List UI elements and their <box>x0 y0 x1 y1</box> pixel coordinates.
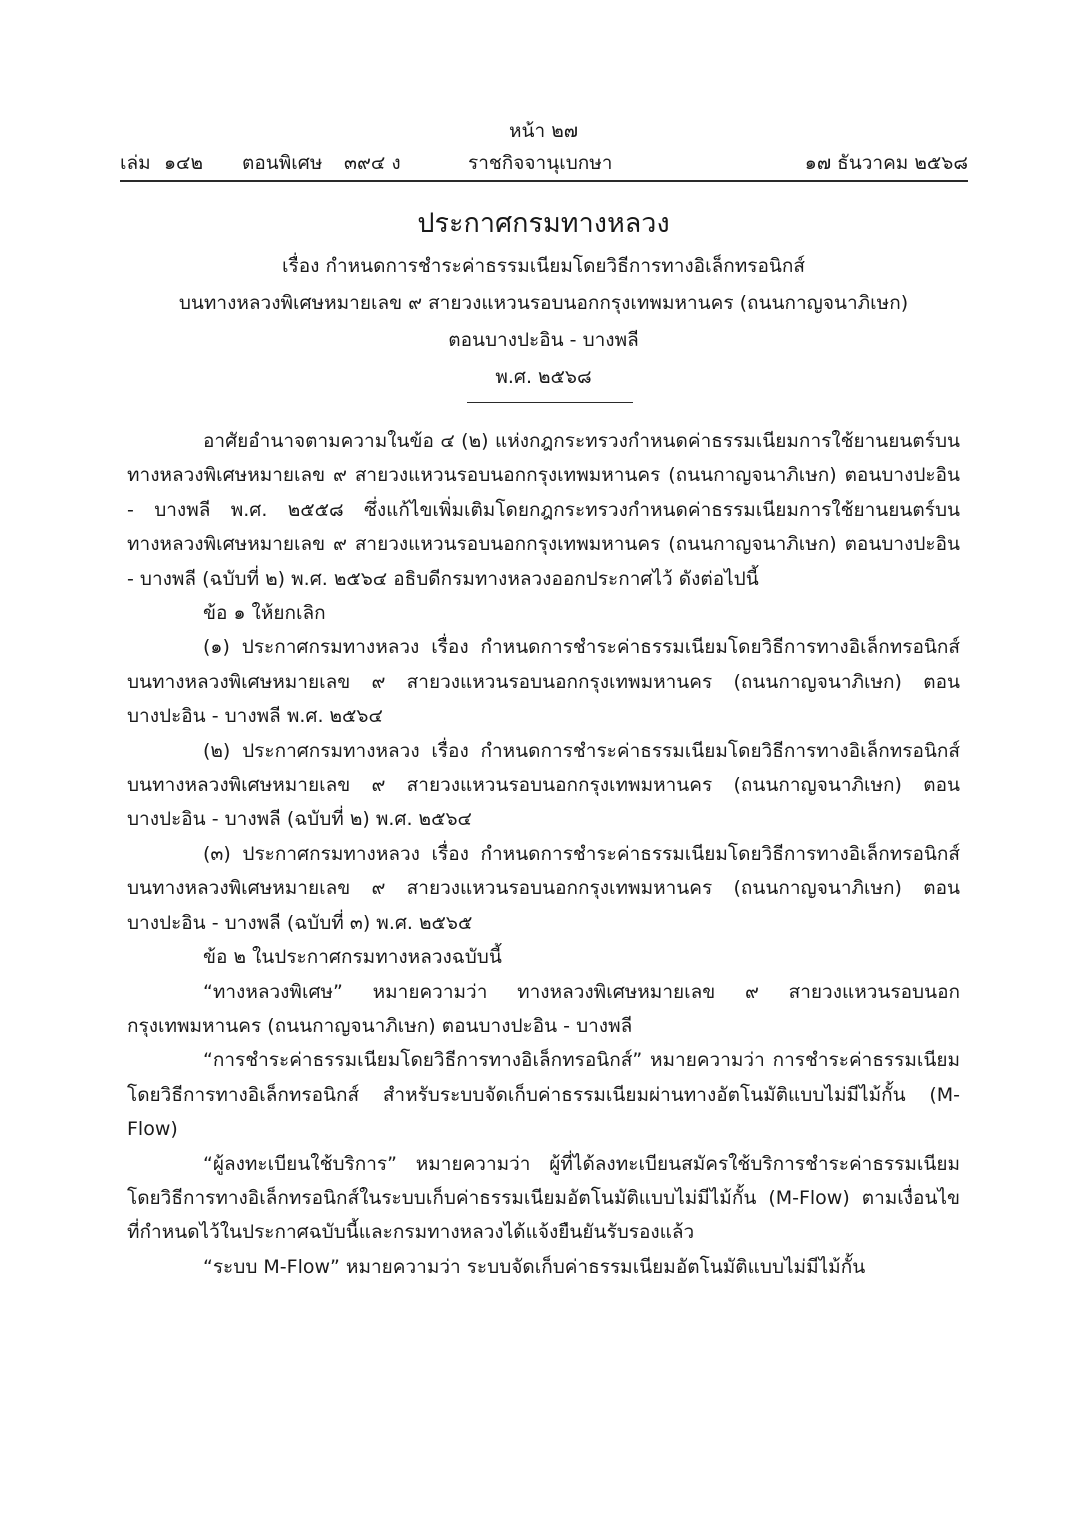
clause-1-heading: ข้อ ๑ ให้ยกเลิก <box>203 602 326 625</box>
definition-paragraph: “ระบบ M-Flow” หมายความว่า ระบบจัดเก็บค่าธรรมเนียมอัตโนมัติแบบไม่มีไม้กั้น <box>203 1255 866 1278</box>
subject-line: ตอนบางปะอิน - บางพลี <box>448 329 639 351</box>
clause-1-item: (๑) ประกาศกรมทางหลวง เรื่อง กำหนดการชำระค่าธรรมเนียมโดยวิธีการทางอิเล็กทรอนิกส์บนทางหลวงพิเศษหมายเลข ๙ สายวงแหวนรอบนอกกรุงเทพมหานคร (ถนนกาญจนาภิเษก) ตอนบางปะอิน - บางพลี พ.ศ. ๒๕๖๔ <box>127 636 960 728</box>
definition-paragraph: “การชำระค่าธรรมเนียมโดยวิธีการทางอิเล็กทรอนิกส์” หมายความว่า การชำระค่าธรรมเนียมโดยวิธีการทางอิเล็กทรอนิกส์ สำหรับระบบจัดเก็บค่าธรรมเนียมผ่านทางอัตโนมัติแบบไม่มีไม้กั้น (M-Flow) <box>127 1049 960 1141</box>
volume-label: เล่ม <box>120 152 151 174</box>
page-number: หน้า ๒๗ <box>508 120 579 142</box>
clause-1-item: (๓) ประกาศกรมทางหลวง เรื่อง กำหนดการชำระค่าธรรมเนียมโดยวิธีการทางอิเล็กทรอนิกส์บนทางหลวงพิเศษหมายเลข ๙ สายวงแหวนรอบนอกกรุงเทพมหานคร (ถนนกาญจนาภิเษก) ตอนบางปะอิน - บางพลี (ฉบับที่ ๓) พ.ศ. ๒๕๖๕ <box>127 842 960 934</box>
publication-date: ๑๗ ธันวาคม ๒๕๖๘ <box>804 152 968 174</box>
preamble-paragraph: อาศัยอำนาจตามความในข้อ ๔ (๒) แห่งกฎกระทรวงกำหนดค่าธรรมเนียมการใช้ยานยนตร์บนทางหลวงพิเศษหมายเลข ๙ สายวงแหวนรอบนอกกรุงเทพมหานคร (ถนนกาญจนาภิเษก) ตอนบางปะอิน - บางพลี พ.ศ. ๒๕๕๘ ซึ่งแก้ไขเพิ่มเติมโดยกฎกระทรวงกำหนดค่าธรรมเนียมการใช้ยานยนตร์บนทางหลวงพิเศษหมายเลข ๙ สายวงแหวนรอบนอกกรุงเทพมหานคร (ถนนกาญจนาภิเษก) ตอนบางปะอิน - บางพลี (ฉบับที่ ๒) พ.ศ. ๒๕๖๔ อธิบดีกรมทางหลวงออกประกาศไว้ ดังต่อไปนี้ <box>127 430 960 590</box>
title-divider <box>467 402 633 403</box>
gazette-header <box>120 148 968 178</box>
clause-2-heading: ข้อ ๒ ในประกาศกรมทางหลวงฉบับนี้ <box>203 946 502 969</box>
definition-paragraph: “ทางหลวงพิเศษ” หมายความว่า ทางหลวงพิเศษหมายเลข ๙ สายวงแหวนรอบนอกกรุงเทพมหานคร (ถนนกาญจนาภิเษก) ตอนบางปะอิน - บางพลี <box>127 980 960 1037</box>
issue-number: ๓๙๔ ง <box>344 152 401 174</box>
definition-paragraph: “ผู้ลงทะเบียนใช้บริการ” หมายความว่า ผู้ที่ได้ลงทะเบียนสมัครใช้บริการชำระค่าธรรมเนียมโดยวิธีการทางอิเล็กทรอนิกส์ในระบบเก็บค่าธรรมเนียมอัตโนมัติแบบไม่มีไม้กั้น (M-Flow) ตามเงื่อนไขที่กำหนดไว้ในประกาศฉบับนี้และกรมทางหลวงได้แจ้งยืนยันรับรองแล้ว <box>127 1152 960 1244</box>
announcement-year: พ.ศ. ๒๕๖๘ <box>495 366 592 388</box>
issue-label: ตอนพิเศษ <box>242 152 323 174</box>
subject-line: บนทางหลวงพิเศษหมายเลข ๙ สายวงแหวนรอบนอกกรุงเทพมหานคร (ถนนกาญจนาภิเษก) <box>178 292 909 314</box>
clause-1-item: (๒) ประกาศกรมทางหลวง เรื่อง กำหนดการชำระค่าธรรมเนียมโดยวิธีการทางอิเล็กทรอนิกส์บนทางหลวงพิเศษหมายเลข ๙ สายวงแหวนรอบนอกกรุงเทพมหานคร (ถนนกาญจนาภิเษก) ตอนบางปะอิน - บางพลี (ฉบับที่ ๒) พ.ศ. ๒๕๖๔ <box>127 739 960 831</box>
gazette-name: ราชกิจจานุเบกษา <box>468 152 613 174</box>
subject-line: เรื่อง กำหนดการชำระค่าธรรมเนียมโดยวิธีการทางอิเล็กทรอนิกส์ <box>282 255 805 277</box>
volume-number: ๑๔๒ <box>164 152 203 174</box>
announcement-title-block <box>0 206 1087 396</box>
header-divider <box>120 180 968 182</box>
announcement-title: ประกาศกรมทางหลวง <box>417 208 670 239</box>
announcement-body <box>127 424 960 1284</box>
